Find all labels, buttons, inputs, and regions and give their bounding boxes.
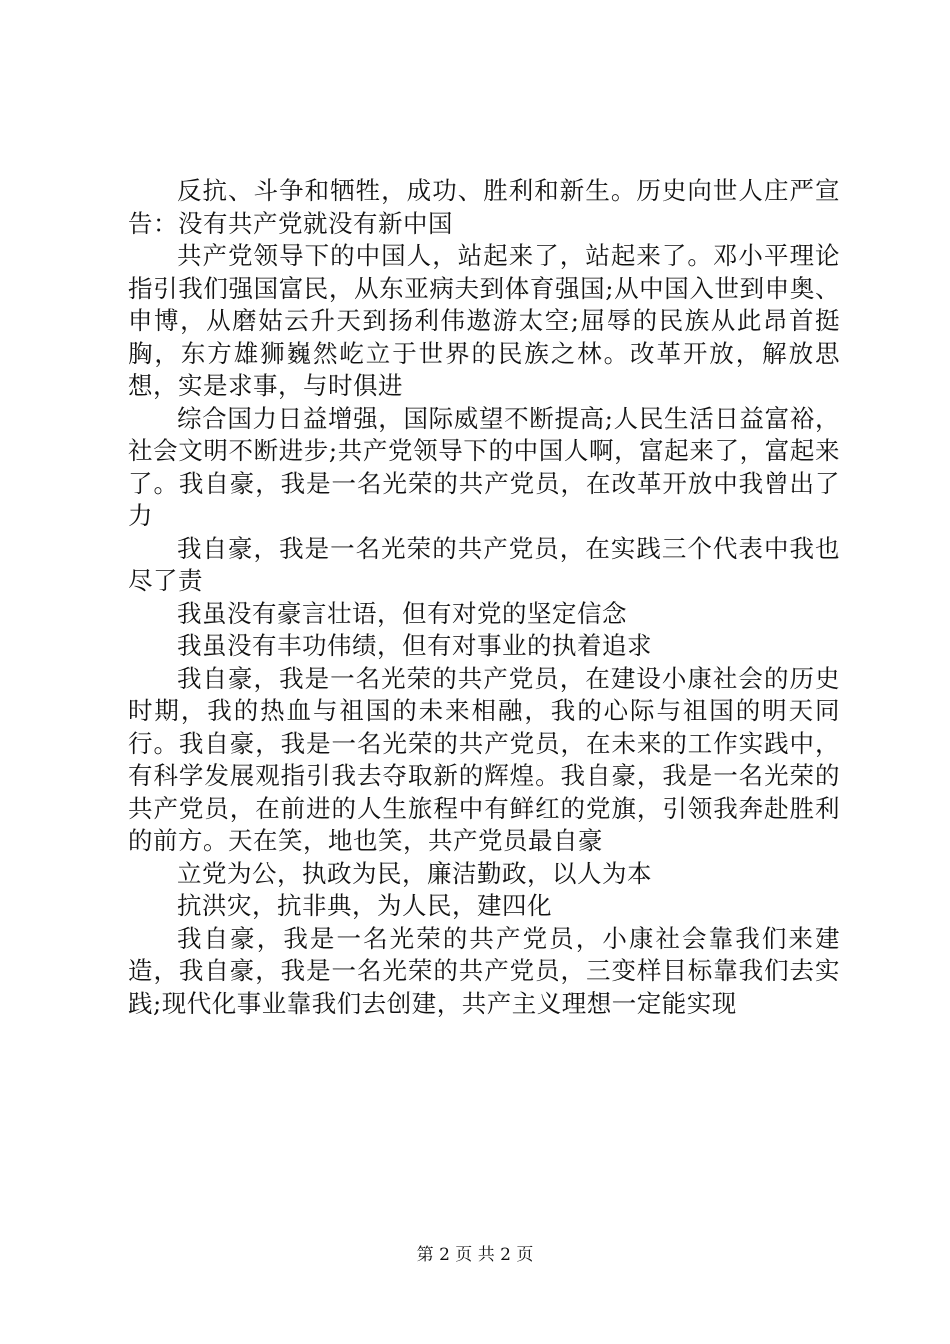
paragraph: 综合国力日益增强，国际威望不断提高;人民生活日益富裕，社会文明不断进步;共产党领导下的中国人啊，富起来了，富起来了。我自豪，我是一名光荣的共产党员，在改革开放中我曾出了力 [128, 403, 840, 530]
paragraph: 反抗、斗争和牺牲，成功、胜利和新生。历史向世人庄严宣告：没有共产党就没有新中国 [128, 176, 840, 238]
document-body [128, 175, 840, 1020]
paragraph: 立党为公，执政为民，廉洁勤政，以人为本 [177, 858, 652, 888]
paragraph: 抗洪灾，抗非典，为人民，建四化 [177, 891, 552, 920]
paragraph: 我虽没有丰功伟绩，但有对事业的执着追求 [177, 631, 652, 660]
paragraph: 我自豪，我是一名光荣的共产党员，小康社会靠我们来建造，我自豪，我是一名光荣的共产党员，三变样目标靠我们去实践;现代化事业靠我们去创建，共产主义理想一定能实现 [128, 923, 840, 1018]
paragraph: 我虽没有豪言壮语，但有对党的坚定信念 [177, 598, 627, 628]
paragraph: 我自豪，我是一名光荣的共产党员，在建设小康社会的历史时期，我的热血与祖国的未来相融，我的心际与祖国的明天同行。我自豪，我是一名光荣的共产党员，在未来的工作实践中，有科学发展观指引我去夺取新的辉煌。我自豪，我是一名光荣的共产党员，在前进的人生旅程中有鲜红的党旗，引领我奔赴胜利的前方。天在笑，地也笑，共产党员最自豪 [128, 663, 840, 855]
paragraph: 我自豪，我是一名光荣的共产党员，在实践三个代表中我也尽了责 [128, 533, 840, 595]
paragraph: 共产党领导下的中国人，站起来了，站起来了。邓小平理论指引我们强国富民，从东亚病夫到体育强国;从中国入世到申奥、申博，从磨姑云升天到扬利伟遨游太空;屈辱的民族从此昂首挺胸，东方雄狮巍然屹立于世界的民族之林。改革开放，解放思想，实是求事，与时俱进 [128, 241, 840, 400]
page-number-footer: 第 2 页 共 2 页 [416, 1245, 534, 1265]
